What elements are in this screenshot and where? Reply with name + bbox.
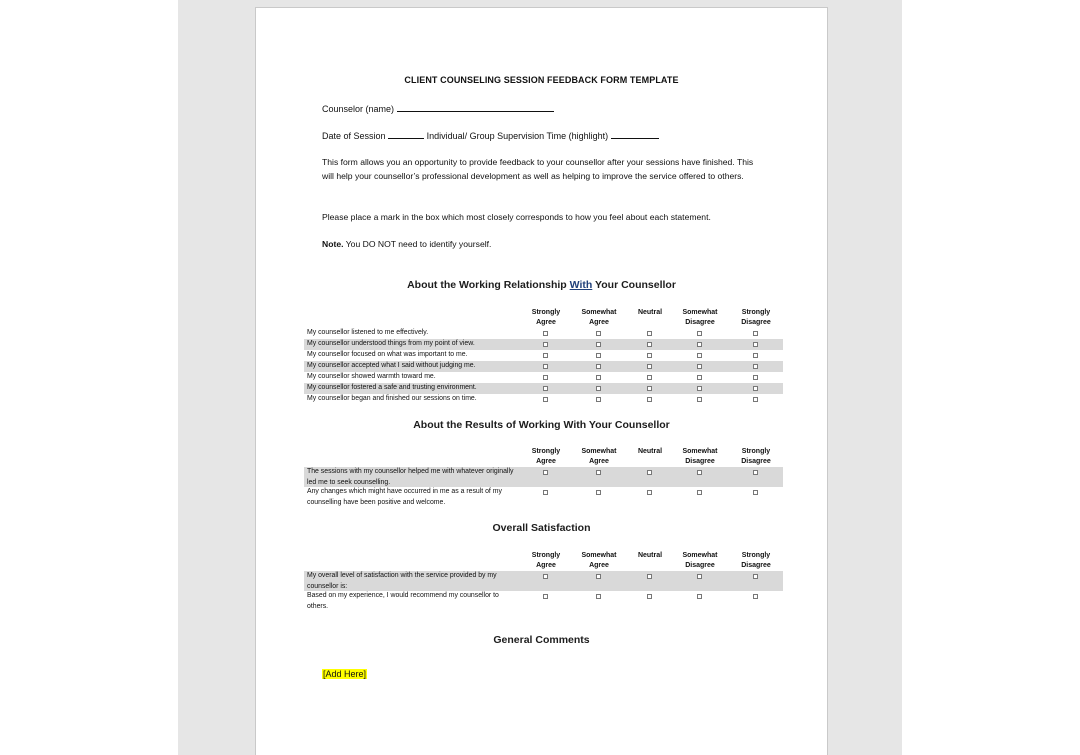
statement-text: Based on my experience, I would recommend my counsellor to others. xyxy=(307,592,499,610)
statement-text: My overall level of satisfaction with the service provided by my counsellor is: xyxy=(307,572,497,590)
rating-checkbox[interactable] xyxy=(647,594,652,599)
rating-checkbox[interactable] xyxy=(753,397,758,402)
rating-checkbox[interactable] xyxy=(647,375,652,380)
rating-checkbox[interactable] xyxy=(753,342,758,347)
rating-checkbox[interactable] xyxy=(753,574,758,579)
rating-checkbox[interactable] xyxy=(596,353,601,358)
rating-checkbox[interactable] xyxy=(697,594,702,599)
rating-checkbox[interactable] xyxy=(753,364,758,369)
scale-header: Strongly Disagree xyxy=(741,309,771,326)
statement-text: Any changes which might have occurred in me as a result of my counselling have been positive and welcome. xyxy=(307,488,502,506)
note-text: You DO NOT need to identify yourself. xyxy=(345,239,492,249)
rating-checkbox[interactable] xyxy=(753,353,758,358)
scale-header: Somewhat Disagree xyxy=(682,309,718,326)
statement-text: My counsellor listened to me effectively. xyxy=(307,329,429,336)
rating-checkbox[interactable] xyxy=(543,470,548,475)
scale-header: Strongly Disagree xyxy=(741,552,771,569)
rating-checkbox[interactable] xyxy=(753,470,758,475)
section-heading-relationship: About the Working Relationship With Your Counsellor xyxy=(407,279,676,291)
date-field[interactable] xyxy=(388,129,424,139)
rating-checkbox[interactable] xyxy=(596,490,601,495)
rating-checkbox[interactable] xyxy=(697,386,702,391)
rating-checkbox[interactable] xyxy=(697,490,702,495)
rating-checkbox[interactable] xyxy=(753,386,758,391)
counselor-name-line xyxy=(322,102,554,114)
statement-text: My counsellor showed warmth toward me. xyxy=(307,373,436,380)
scale-header: Somewhat Agree xyxy=(581,309,617,326)
rating-checkbox[interactable] xyxy=(753,490,758,495)
statement-text: My counsellor understood things from my point of view. xyxy=(307,340,475,347)
form-title: CLIENT COUNSELING SESSION FEEDBACK FORM TEMPLATE xyxy=(404,75,679,85)
rating-checkbox[interactable] xyxy=(543,574,548,579)
rating-checkbox[interactable] xyxy=(697,364,702,369)
statement-text: My counsellor began and finished our sessions on time. xyxy=(307,395,477,402)
rating-checkbox[interactable] xyxy=(647,574,652,579)
rating-checkbox[interactable] xyxy=(543,386,548,391)
rating-checkbox[interactable] xyxy=(697,574,702,579)
rating-checkbox[interactable] xyxy=(647,490,652,495)
section-heading-results: About the Results of Working With Your Counsellor xyxy=(413,419,670,431)
statement-text: My counsellor accepted what I said without judging me. xyxy=(307,362,476,369)
scale-header: Somewhat Disagree xyxy=(682,448,718,465)
rating-checkbox[interactable] xyxy=(697,397,702,402)
rating-checkbox[interactable] xyxy=(596,331,601,336)
rating-checkbox[interactable] xyxy=(596,397,601,402)
rating-checkbox[interactable] xyxy=(697,470,702,475)
rating-checkbox[interactable] xyxy=(596,470,601,475)
rating-checkbox[interactable] xyxy=(596,342,601,347)
scale-header: Neutral xyxy=(637,552,663,559)
section-heading-satisfaction: Overall Satisfaction xyxy=(492,522,591,534)
supervision-time-field[interactable] xyxy=(611,129,659,139)
rating-checkbox[interactable] xyxy=(543,594,548,599)
statement-text: The sessions with my counsellor helped me with whatever originally led me to seek counselling. xyxy=(307,468,514,486)
scale-header: Strongly Agree xyxy=(531,309,561,326)
intro-paragraph: This form allows you an opportunity to provide feedback to your counsellor after your sessions have finished. This will help your counsellor’s professional development as well as helping to improve the service offered to others. xyxy=(322,157,754,181)
rating-checkbox[interactable] xyxy=(647,386,652,391)
instruction-paragraph: Please place a mark in the box which most closely corresponds to how you feel about each statement. xyxy=(322,212,711,222)
statement-text: My counsellor fostered a safe and trusting environment. xyxy=(307,384,477,391)
supervision-label: Individual/ Group Supervision Time (highlight) xyxy=(426,131,609,141)
general-comments-heading: General Comments xyxy=(493,634,590,646)
rating-checkbox[interactable] xyxy=(543,490,548,495)
scale-header: Neutral xyxy=(637,309,663,316)
rating-checkbox[interactable] xyxy=(543,331,548,336)
rating-checkbox[interactable] xyxy=(543,342,548,347)
rating-checkbox[interactable] xyxy=(647,331,652,336)
scale-header: Somewhat Agree xyxy=(581,448,617,465)
rating-checkbox[interactable] xyxy=(753,331,758,336)
scale-header: Neutral xyxy=(637,448,663,455)
rating-checkbox[interactable] xyxy=(596,364,601,369)
document-page xyxy=(255,7,828,755)
scale-header: Strongly Agree xyxy=(531,552,561,569)
rating-checkbox[interactable] xyxy=(753,375,758,380)
rating-checkbox[interactable] xyxy=(543,397,548,402)
rating-checkbox[interactable] xyxy=(596,594,601,599)
rating-checkbox[interactable] xyxy=(697,342,702,347)
rating-checkbox[interactable] xyxy=(647,470,652,475)
counselor-label: Counselor (name) xyxy=(322,104,395,114)
rating-checkbox[interactable] xyxy=(647,353,652,358)
scale-header: Strongly Agree xyxy=(531,448,561,465)
scale-header: Somewhat Disagree xyxy=(682,552,718,569)
rating-checkbox[interactable] xyxy=(543,353,548,358)
rating-checkbox[interactable] xyxy=(697,353,702,358)
rating-checkbox[interactable] xyxy=(647,342,652,347)
rating-checkbox[interactable] xyxy=(697,375,702,380)
rating-checkbox[interactable] xyxy=(647,364,652,369)
date-session-line xyxy=(322,129,659,141)
rating-checkbox[interactable] xyxy=(596,574,601,579)
rating-checkbox[interactable] xyxy=(647,397,652,402)
rating-checkbox[interactable] xyxy=(697,331,702,336)
statement-text: My counsellor focused on what was important to me. xyxy=(307,351,468,358)
rating-checkbox[interactable] xyxy=(596,375,601,380)
rating-checkbox[interactable] xyxy=(753,594,758,599)
note-label: Note. xyxy=(322,239,344,249)
rating-checkbox[interactable] xyxy=(543,375,548,380)
scale-header: Strongly Disagree xyxy=(741,448,771,465)
rating-checkbox[interactable] xyxy=(543,364,548,369)
counselor-name-field[interactable] xyxy=(397,102,554,112)
scale-header: Somewhat Agree xyxy=(581,552,617,569)
note-paragraph xyxy=(322,238,762,252)
add-comments-placeholder[interactable]: [Add Here] xyxy=(323,669,367,679)
rating-checkbox[interactable] xyxy=(596,386,601,391)
date-label: Date of Session xyxy=(322,131,386,141)
